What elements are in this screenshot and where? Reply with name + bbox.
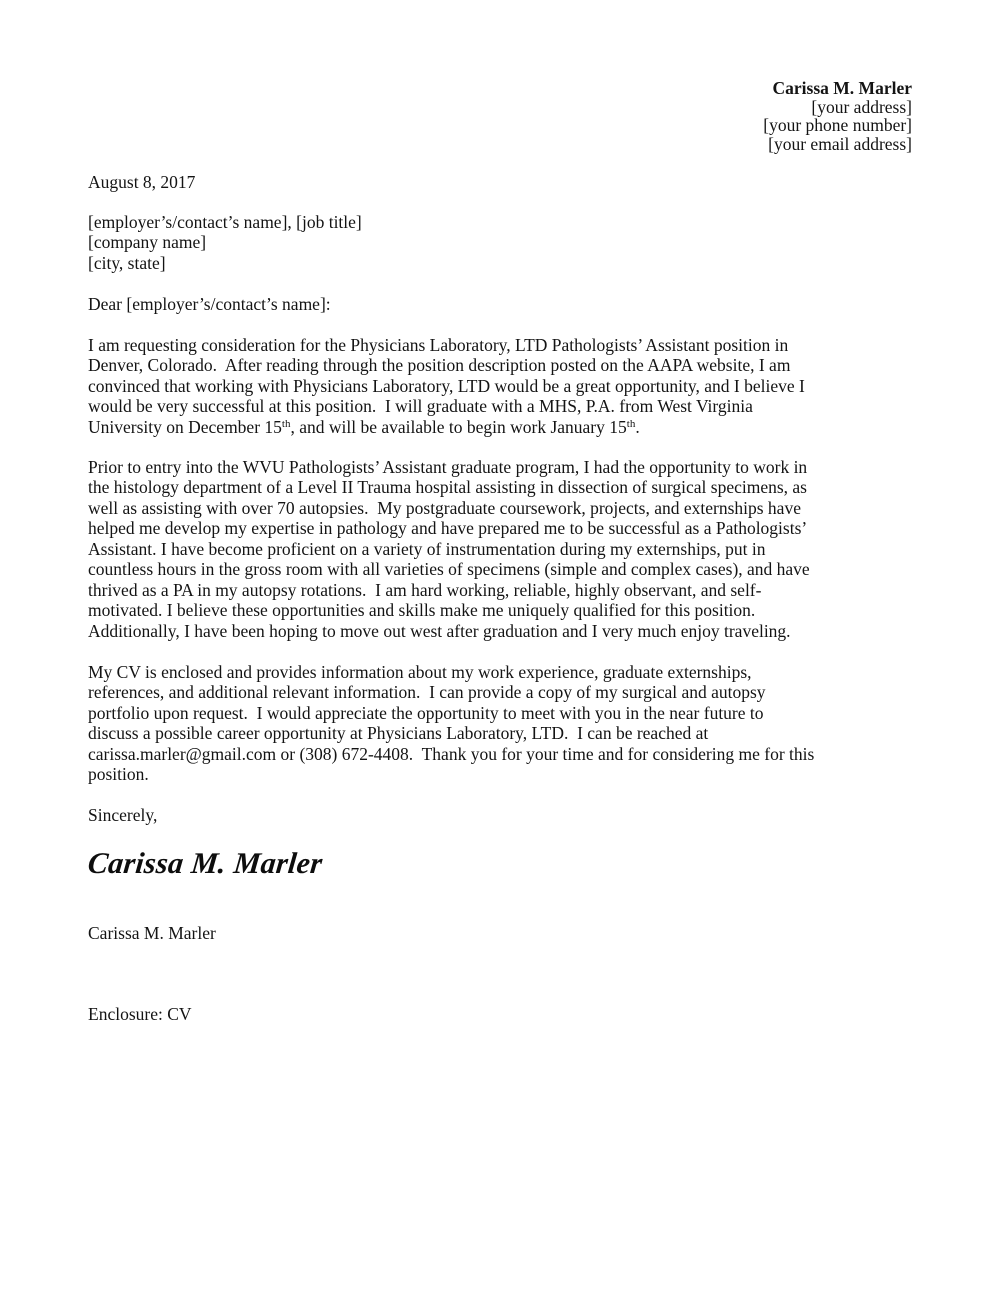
enclosure-note: Enclosure: CV [88, 1004, 192, 1024]
enclosure-block [88, 1004, 192, 1024]
paragraph-line: countless hours in the gross room with all varieties of specimens (simple and complex cases), and have [88, 559, 810, 580]
paragraph-line: carissa.marler@gmail.com or (308) 672-4408. Thank you for your time and for considering me for this [88, 743, 815, 764]
sender-name: Carissa M. Marler [772, 78, 912, 98]
salutation-block [88, 294, 331, 314]
signer-name: Carissa M. Marler [88, 923, 216, 943]
paragraph-line: thrived as a PA in my autopsy rotations. I am hard working, reliable, highly observant, and self- [88, 579, 762, 600]
paragraph-line [88, 417, 805, 437]
sender-address: [your address] [811, 96, 912, 117]
paragraph-line: My CV is enclosed and provides information about my work experience, graduate externships, [88, 662, 752, 682]
text-segment: , and will be available to begin work January 15 [290, 416, 627, 437]
paragraph-line: convinced that working with Physicians Laboratory, LTD would be a great opportunity, and I believe I [88, 375, 805, 396]
paragraph-line: portfolio upon request. I would appreciate the opportunity to meet with you in the near future to [88, 702, 764, 723]
recipient-company: [company name] [88, 232, 207, 253]
ordinal-suffix: th [626, 417, 636, 430]
ordinal-suffix: th [281, 417, 291, 430]
sender-block [763, 79, 912, 153]
closing-block [88, 805, 157, 825]
recipient-name-title: [employer’s/contact’s name], [job title] [88, 212, 362, 232]
sender-email: [your email address] [768, 133, 912, 154]
paragraph-line: Denver, Colorado. After reading through the position description posted on the AAPA website, I am [88, 355, 791, 376]
recipient-block [88, 212, 362, 273]
paragraph-line: motivated. I believe these opportunities and skills make me uniquely qualified for this position. [88, 600, 756, 621]
letter-date-block [88, 172, 195, 192]
paragraph-line: discuss a possible career opportunity at Physicians Laboratory, LTD. I can be reached at [88, 723, 709, 744]
paragraph-3 [88, 662, 814, 785]
paragraph-line: would be very successful at this position. I will graduate with a MHS, P.A. from West Virginia [88, 396, 753, 417]
paragraph-line: well as assisting with over 70 autopsies. My postgraduate coursework, projects, and externships have [88, 497, 801, 518]
paragraph-line: Prior to entry into the WVU Pathologists’ Assistant graduate program, I had the opportunity to work in [88, 457, 808, 477]
salutation: Dear [employer’s/contact’s name]: [88, 294, 331, 314]
paragraph-line: helped me develop my expertise in pathology and have prepared me to be successful as a Pathologists’ [88, 518, 808, 539]
paragraph-line: Additionally, I have been hoping to move out west after graduation and I very much enjoy traveling. [88, 620, 791, 641]
letter-date: August 8, 2017 [88, 172, 196, 192]
sender-phone: [your phone number] [763, 115, 912, 136]
paragraph-line: Assistant. I have become proficient on a variety of instrumentation during my externships, put in [88, 538, 766, 559]
paragraph-line: I am requesting consideration for the Physicians Laboratory, LTD Pathologists’ Assistant position in [88, 335, 789, 355]
handwritten-signature: Carissa M. Marler [86, 847, 325, 880]
paragraph-line: references, and additional relevant information. I can provide a copy of my surgical and autopsy [88, 682, 766, 703]
paragraph-1 [88, 335, 805, 437]
paragraph-line: position. [88, 764, 149, 785]
paragraph-2 [88, 457, 810, 641]
signer-block [88, 923, 216, 943]
closing: Sincerely, [88, 805, 158, 825]
paragraph-line: the histology department of a Level II Trauma hospital assisting in dissection of surgical specimens, as [88, 477, 807, 498]
recipient-city-state: [city, state] [88, 252, 166, 273]
text-segment: University on December 15 [88, 416, 282, 437]
text-segment: . [635, 416, 640, 437]
